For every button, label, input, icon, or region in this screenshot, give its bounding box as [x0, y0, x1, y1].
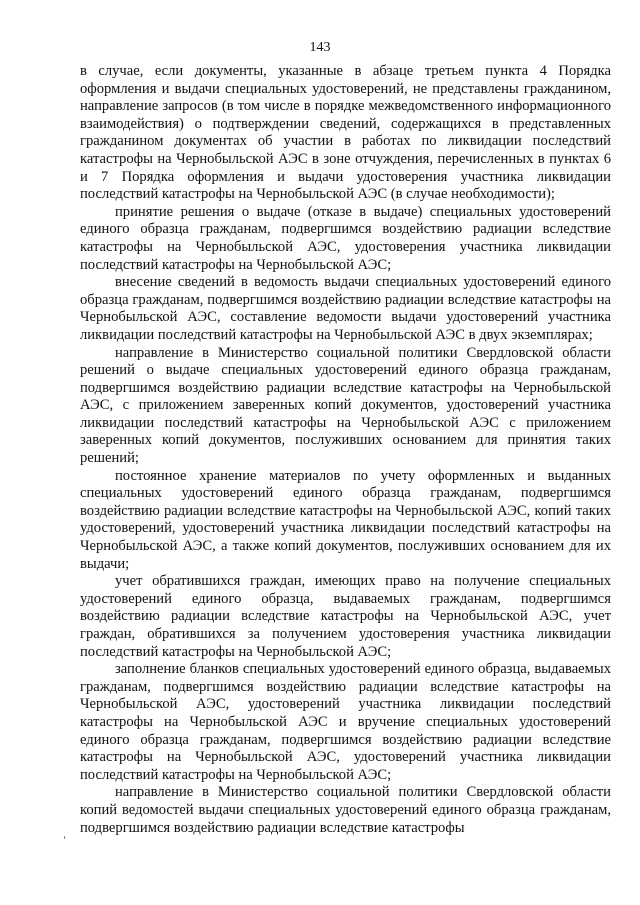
paragraph-send-copies-ministry: направление в Министерство социальной политики Свердловской области копий ведомостей выдачи специальных удостоверений единого образца гражданам, подвергшимся воздействию радиации вследствие катастрофы — [80, 784, 611, 836]
paragraph-register-entry: внесение сведений в ведомость выдачи специальных удостоверений единого образца гражданам, подвергшимся воздействию радиации вследствие катастрофы на Чернобыльской АЭС, составление ведомости выдачи удостоверений участника ликвидации последствий катастрофы на Чернобыльской АЭС в двух экземплярах; — [80, 274, 611, 343]
paragraph-decision-issuance: принятие решения о выдаче (отказе в выдаче) специальных удостоверений единого образца гражданам, подвергшимся воздействию радиации вследствие катастрофы на Чернобыльской АЭС, удостоверения участника ликвидации последствий катастрофы на Чернобыльской АЭС; — [80, 203, 611, 273]
paragraph-permanent-storage: постоянное хранение материалов по учету оформленных и выданных специальных удостоверений единого образца гражданам, подвергшимся воздействию радиации вследствие катастрофы на Чернобыльской АЭС, копий таких удостоверений, удостоверений участника ликвидации последствий катастрофы на Чернобыльской АЭС, а также копий документов, послуживших основанием для их выдачи; — [80, 467, 611, 572]
paragraph-form-filling: заполнение бланков специальных удостоверений единого образца, выдаваемых гражданам, подвергшимся воздействию радиации вследствие катастрофы на Чернобыльской АЭС, удостоверений участника ликвидации последствий катастрофы на Чернобыльской АЭС и вручение специальных удостоверений единого образца гражданам, подвергшимся воздействию радиации вследствие катастрофы на Чернобыльской АЭС, удостоверений участника ликвидации последствий катастрофы на Чернобыльской АЭС; — [80, 661, 611, 783]
page-number: 143 — [309, 40, 331, 55]
paragraph-verification-requests: в случае, если документы, указанные в абзаце третьем пункта 4 Порядка оформления и выдачи специальных удостоверений, не представлены гражданином, направление запросов (в том числе в порядке межведомственного информационного взаимодействия) о подтверждении сведений, содержащихся в представленных гражданином документах об участии в работах по ликвидации последствий катастрофы на Чернобыльской АЭС в зоне отчуждения, перечисленных в пунктах 6 и 7 Порядка оформления и выдачи удостоверения участника ликвидации последствий катастрофы на Чернобыльской АЭС (в случае необходимости); — [80, 63, 611, 203]
paragraph-send-decisions-ministry: направление в Министерство социальной политики Свердловской области решений о выдаче специальных удостоверений единого образца гражданам, подвергшимся воздействию радиации вследствие катастрофы на Чернобыльской АЭС, с приложением заверенных копий документов, удостоверений участника ликвидации последствий катастрофы на Чернобыльской АЭС с приложением заверенных копий документов, послуживших основанием для принятия таких решений; — [80, 344, 611, 467]
paragraph-citizen-accounting: учет обратившихся граждан, имеющих право на получение специальных удостоверений единого образца, выдаваемых гражданам, подвергшимся воздействию радиации вследствие катастрофы на Чернобыльской АЭС, учет граждан, обратившихся за получением удостоверения участника ликвидации последствий катастрофы на Чернобыльской АЭС; — [80, 573, 611, 660]
scan-artifact — [64, 836, 65, 839]
document-body — [80, 63, 611, 837]
